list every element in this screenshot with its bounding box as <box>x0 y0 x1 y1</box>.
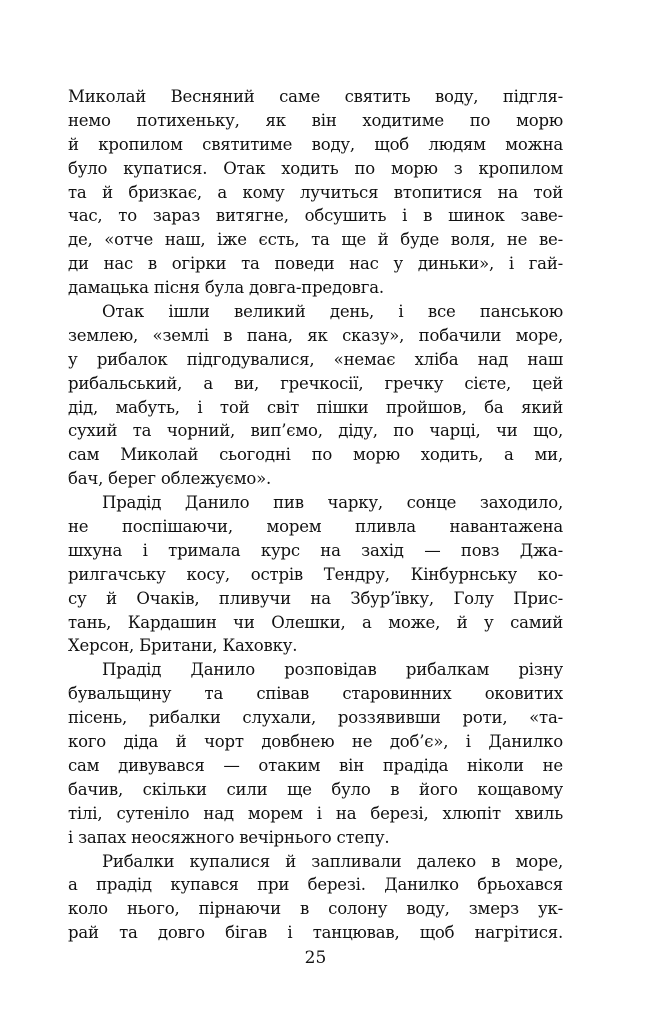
text-line: було купатися. Отак ходить по морю з кропилом <box>68 158 563 178</box>
text-line: і запах неосяжного вечірнього степу. <box>68 827 390 847</box>
text-line: дід, мабуть, і той світ пішки пройшов, ба який <box>68 397 563 417</box>
text-line: не поспішаючи, морем пливла навантажена <box>68 517 563 537</box>
text-line: рилгачську косу, острів Тендру, Кінбурнську ко- <box>68 564 563 584</box>
text-line: Миколай Весняний саме святить воду, підгля- <box>68 87 563 106</box>
text-line: тань, Кардашин чи Олешки, а може, й у самий <box>68 612 563 632</box>
text-line: пісень, рибалки слухали, роззявивши роти, «та- <box>68 708 563 728</box>
text-line: Рибалки купалися й запливали далеко в море, <box>102 851 563 871</box>
text-line: та й бризкає, а кому лучиться втопитися на той <box>68 182 563 202</box>
text-line: де, «отче наш, іже єсть, та ще й буде воля, не ве- <box>68 230 563 250</box>
body-text <box>68 85 563 945</box>
text-line: Прадід Данило пив чарку, сонце заходило, <box>102 493 563 513</box>
text-line: коло нього, пірнаючи в солону воду, змерз ук- <box>68 899 563 919</box>
text-line: Прадід Данило розповідав рибалкам різну <box>102 660 563 680</box>
text-line: час, то зараз витягне, обсушить і в шинок заве- <box>68 206 563 226</box>
text-line: кого діда й чорт довбнею не доб’є», і Данилко <box>68 732 563 752</box>
text-line: немо потихеньку, як він ходитиме по морю <box>68 110 563 130</box>
text-line: сухий та чорний, вип’ємо, діду, по чарці, чи що, <box>68 421 563 441</box>
page-number: 25 <box>304 948 327 968</box>
text-line: Херсон, Британи, Каховку. <box>68 636 298 656</box>
text-line: бувальщину та співав старовинних оковитих <box>68 684 563 704</box>
text-line: рибальський, а ви, гречкосії, гречку сієте, цей <box>68 373 563 393</box>
text-line: рай та довго бігав і танцював, щоб нагрітися. <box>68 923 563 943</box>
text-line: шхуна і тримала курс на захід — повз Джа- <box>68 540 563 560</box>
text-line: сам дивувався — отаким він прадіда ніколи не <box>68 755 563 775</box>
text-line: бачив, скільки сили ще було в його кощавому <box>68 779 563 799</box>
text-line: Отак ішли великий день, і все панською <box>102 302 563 322</box>
text-line: сам Миколай сьогодні по морю ходить, а ми, <box>68 445 563 465</box>
text-line: а прадід купався при березі. Данилко брьохався <box>68 875 563 895</box>
text-line: бач, берег облежуємо». <box>68 469 272 489</box>
text-line: тілі, сутеніло над морем і на березі, хлюпіт хвиль <box>68 803 563 823</box>
text-line: у рибалок підгодувалися, «немає хліба над наш <box>68 349 563 369</box>
text-line: землею, «землі в пана, як сказу», побачили море, <box>68 325 563 345</box>
text-line: й кропилом святитиме воду, щоб людям можна <box>68 134 563 154</box>
text-line: су й Очаків, пливучи на Збур’ївку, Голу Прис- <box>68 588 563 608</box>
text-line: ди нас в огірки та поведи нас у диньки», і гай- <box>68 254 563 274</box>
text-line: дамацька пісня була довга-предовга. <box>68 278 384 298</box>
